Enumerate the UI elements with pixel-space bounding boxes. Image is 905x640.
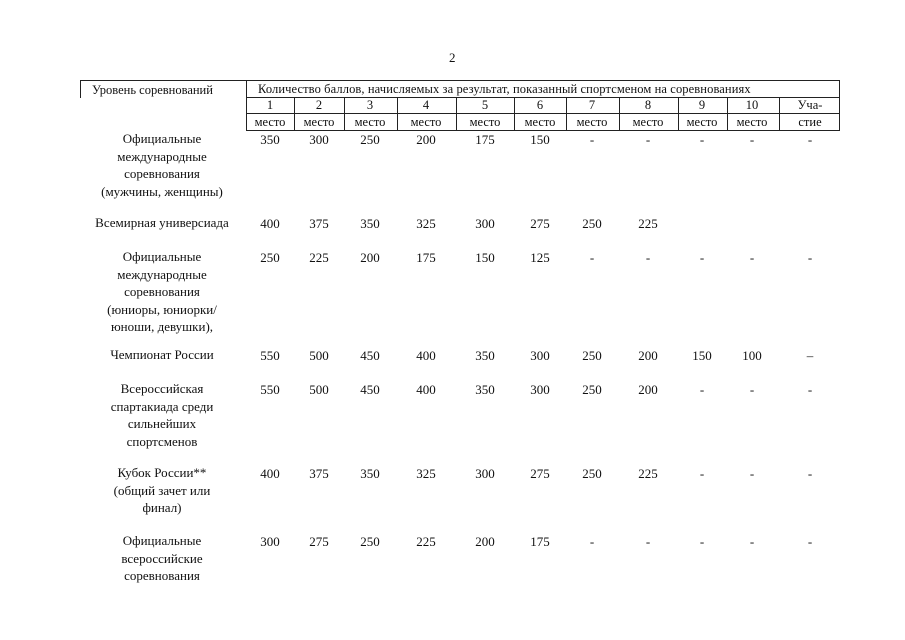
table-cell: - xyxy=(699,466,705,481)
table-cell: - xyxy=(645,534,651,549)
column-number: Уча- xyxy=(797,98,823,112)
column-word: место xyxy=(736,115,768,129)
table-cell: 150 xyxy=(692,348,712,363)
table-cell: - xyxy=(699,382,705,397)
table-cell: 200 xyxy=(475,534,495,549)
column-number: 1 xyxy=(266,98,274,112)
row-label-line: Кубок России** xyxy=(117,465,207,480)
table-cell: 350 xyxy=(475,382,495,397)
table-cell: 200 xyxy=(416,132,436,147)
row-label xyxy=(82,214,242,232)
column-number: 9 xyxy=(698,98,706,112)
table-cell: 250 xyxy=(582,466,602,481)
column-number: 3 xyxy=(366,98,374,112)
column-number: 2 xyxy=(315,98,323,112)
table-cell: - xyxy=(589,250,595,265)
row-label-line: всероссийские xyxy=(121,550,203,566)
table-cell: 200 xyxy=(360,250,380,265)
page-number: 2 xyxy=(449,50,456,65)
column-word: место xyxy=(303,115,335,129)
table-cell: 175 xyxy=(475,132,495,147)
table-cell: 300 xyxy=(530,382,550,397)
table-cell: 300 xyxy=(475,216,495,231)
table-cell: 275 xyxy=(530,216,550,231)
table-cell: - xyxy=(589,534,595,549)
row-label xyxy=(82,130,242,200)
column-number: 4 xyxy=(422,98,430,112)
column-word: место xyxy=(524,115,556,129)
level-header: Уровень соревнований xyxy=(92,83,213,97)
row-label-line: соревнования xyxy=(124,166,200,181)
table-cell: - xyxy=(699,534,705,549)
table-cell: 225 xyxy=(638,216,658,231)
table-cell: 350 xyxy=(260,132,280,147)
column-number: 6 xyxy=(536,98,544,112)
table-cell: 375 xyxy=(309,216,329,231)
row-label-line: Официальные xyxy=(122,249,202,264)
column-word: место xyxy=(632,115,664,129)
table-cell: 300 xyxy=(530,348,550,363)
table-cell: 150 xyxy=(530,132,550,147)
column-number: 5 xyxy=(481,98,489,112)
row-label xyxy=(82,248,242,336)
header-num-rule xyxy=(246,113,840,114)
column-word: стие xyxy=(798,115,822,129)
table-cell: 550 xyxy=(260,382,280,397)
row-label xyxy=(82,380,242,450)
table-cell: 100 xyxy=(742,348,762,363)
table-cell: 250 xyxy=(582,382,602,397)
column-word: место xyxy=(354,115,386,129)
table-cell: - xyxy=(645,250,651,265)
column-word: место xyxy=(410,115,442,129)
row-label-line: Всероссийская xyxy=(120,381,204,396)
row-label-line: (мужчины, женщины) xyxy=(101,183,223,199)
row-label xyxy=(82,464,242,517)
column-word: место xyxy=(686,115,718,129)
table-cell: - xyxy=(807,382,813,397)
table-cell: 250 xyxy=(360,132,380,147)
row-label-line: сильнейших xyxy=(127,416,197,431)
row-label-line: соревнования xyxy=(124,568,200,583)
table-cell: 250 xyxy=(360,534,380,549)
table-cell: 400 xyxy=(416,348,436,363)
header-top-rule xyxy=(80,80,840,81)
table-cell: - xyxy=(749,132,755,147)
table-cell: - xyxy=(807,466,813,481)
table-cell: 250 xyxy=(582,216,602,231)
row-label-line: спортсменов xyxy=(126,433,198,449)
row-label-line: юноши, девушки), xyxy=(110,319,214,334)
table-cell: 300 xyxy=(475,466,495,481)
row-label-line: международные xyxy=(117,266,207,282)
row-label xyxy=(82,346,242,364)
table-cell: 400 xyxy=(416,382,436,397)
row-label-line: Официальные xyxy=(122,533,202,548)
table-cell: - xyxy=(807,534,813,549)
table-cell: 225 xyxy=(309,250,329,265)
table-cell: 125 xyxy=(530,250,550,265)
table-cell: – xyxy=(806,348,814,363)
table-cell: 150 xyxy=(475,250,495,265)
row-label-line: спартакиада среди xyxy=(110,398,214,414)
table-cell: 200 xyxy=(638,382,658,397)
table-cell: 500 xyxy=(309,382,329,397)
row-label xyxy=(82,532,242,585)
row-label-line: Всемирная универсиада xyxy=(95,215,229,230)
table-cell: 225 xyxy=(416,534,436,549)
table-cell: 200 xyxy=(638,348,658,363)
row-label-line: Чемпионат России xyxy=(110,347,214,362)
table-cell: 175 xyxy=(416,250,436,265)
table-cell: 500 xyxy=(309,348,329,363)
row-label-line: Официальные xyxy=(122,131,202,146)
row-label-line: международные xyxy=(117,148,207,164)
table-cell: 250 xyxy=(260,250,280,265)
column-number: 7 xyxy=(588,98,596,112)
row-label-line: соревнования xyxy=(124,284,200,299)
column-number: 8 xyxy=(644,98,652,112)
table-cell: 275 xyxy=(530,466,550,481)
table-cell: 450 xyxy=(360,348,380,363)
header-left-border xyxy=(80,80,81,98)
table-cell: 250 xyxy=(582,348,602,363)
table-cell: 300 xyxy=(309,132,329,147)
column-word: место xyxy=(254,115,286,129)
table-cell: - xyxy=(699,132,705,147)
table-cell: 350 xyxy=(360,216,380,231)
table-cell: - xyxy=(589,132,595,147)
table-cell: 225 xyxy=(638,466,658,481)
row-label-line: (юниоры, юниорки/ xyxy=(107,301,217,317)
table-cell: - xyxy=(749,250,755,265)
table-cell: 550 xyxy=(260,348,280,363)
table-cell: 275 xyxy=(309,534,329,549)
table-cell: 175 xyxy=(530,534,550,549)
column-word: место xyxy=(469,115,501,129)
table-cell: - xyxy=(699,250,705,265)
table-cell: - xyxy=(749,382,755,397)
table-cell: - xyxy=(807,132,813,147)
points-header: Количество баллов, начисляемых за результат, показанный спортсменом на соревнованиях xyxy=(258,82,751,96)
table-cell: - xyxy=(749,466,755,481)
row-label-line: (общий зачет или xyxy=(113,482,211,498)
table-cell: 450 xyxy=(360,382,380,397)
column-number: 10 xyxy=(745,98,759,112)
table-cell: 375 xyxy=(309,466,329,481)
table-cell: 400 xyxy=(260,466,280,481)
table-cell: 300 xyxy=(260,534,280,549)
table-cell: 350 xyxy=(360,466,380,481)
table-cell: - xyxy=(645,132,651,147)
column-word: место xyxy=(576,115,608,129)
table-cell: 325 xyxy=(416,466,436,481)
table-cell: 400 xyxy=(260,216,280,231)
table-cell: 325 xyxy=(416,216,436,231)
table-cell: 350 xyxy=(475,348,495,363)
table-cell: - xyxy=(807,250,813,265)
table-cell: - xyxy=(749,534,755,549)
row-label-line: финал) xyxy=(142,500,182,515)
